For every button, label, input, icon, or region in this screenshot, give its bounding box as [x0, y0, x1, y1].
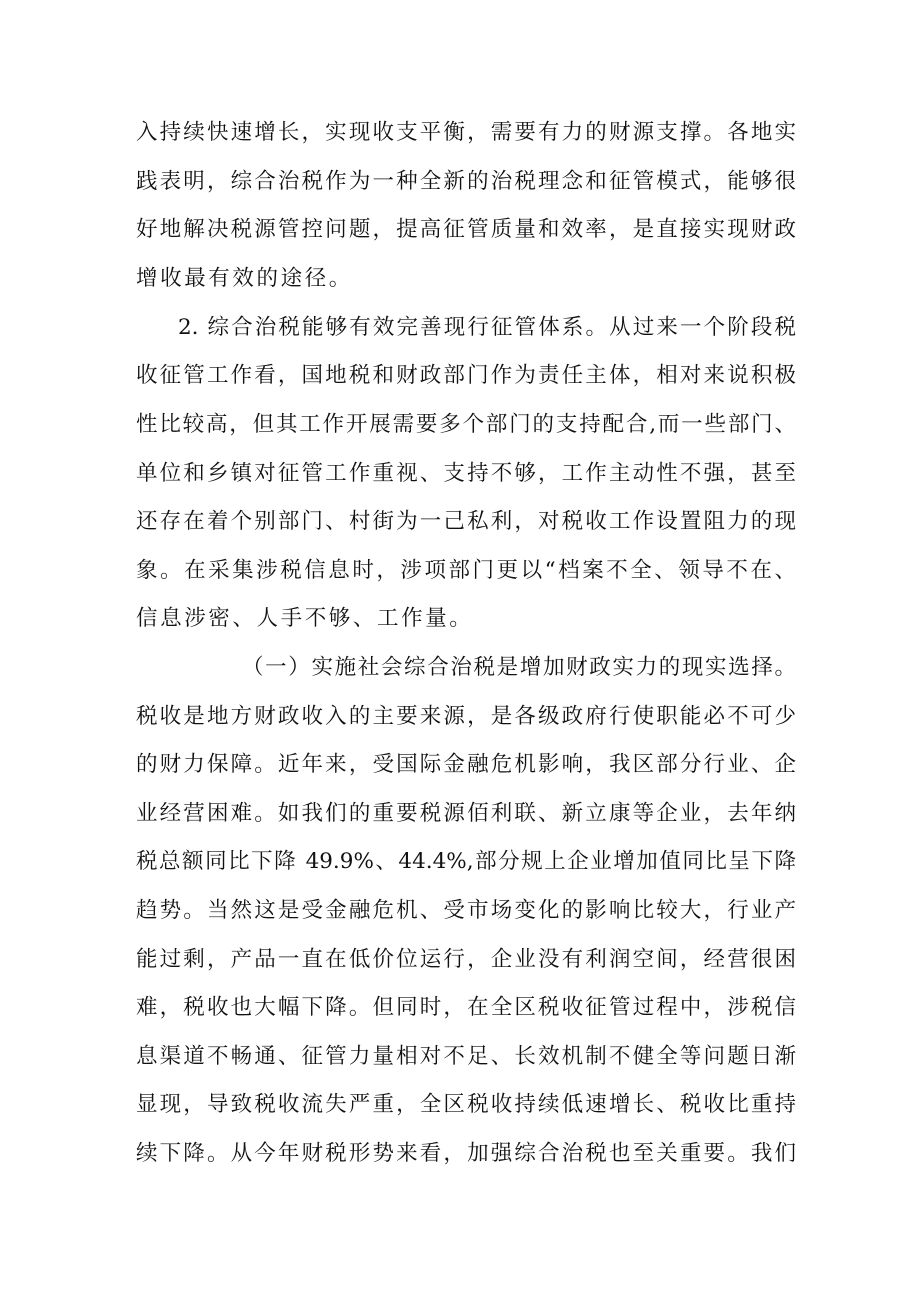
body-text-line: 好地解决税源管控问题，提高征管质量和效率，是直接实现财政	[136, 217, 796, 242]
body-text-line: 收征管工作看，国地税和财政部门作为责任主体，相对来说积极	[136, 363, 796, 388]
body-text-line: 税总额同比下降 49.9%、44.4%,部分规上企业增加值同比呈下降	[136, 849, 796, 874]
body-text-line: 息渠道不畅通、征管力量相对不足、长效机制不健全等问题日渐	[136, 1044, 796, 1069]
body-text-line: 象。在采集涉税信息时，涉项部门更以“档案不全、领导不在、	[136, 558, 796, 583]
body-text-line: 税收是地方财政收入的主要来源，是各级政府行使职能必不可少	[136, 704, 796, 729]
body-text-line: 显现，导致税收流失严重，全区税收持续低速增长、税收比重持	[136, 1092, 796, 1117]
section-heading-line: 2. 综合治税能够有效完善现行征管体系。从过来一个阶段税	[178, 315, 796, 340]
body-text-line: 性比较高，但其工作开展需要多个部门的支持配合,而一些部门、	[136, 412, 796, 437]
body-text-line: 续下降。从今年财税形势来看，加强综合治税也至关重要。我们	[136, 1141, 796, 1166]
body-text-line: 能过剩，产品一直在低价位运行，企业没有利润空间，经营很困	[136, 947, 796, 972]
body-text-line: 增收最有效的途径。	[136, 266, 353, 291]
body-text-line: 趋势。当然这是受金融危机、受市场变化的影响比较大，行业产	[136, 898, 796, 923]
body-text-line: 业经营困难。如我们的重要税源佰利联、新立康等企业，去年纳	[136, 801, 796, 826]
body-text-line: 信息涉密、人手不够、工作量。	[136, 606, 474, 631]
body-text-line: 难，税收也大幅下降。但同时，在全区税收征管过程中，涉税信	[136, 995, 796, 1020]
section-heading-line: （一）实施社会综合治税是增加财政实力的现实选择。	[242, 655, 796, 680]
body-text-line: 入持续快速增长，实现收支平衡，需要有力的财源支撑。各地实	[136, 120, 796, 145]
body-text-line: 的财力保障。近年来，受国际金融危机影响，我区部分行业、企	[136, 752, 796, 777]
body-text-line: 单位和乡镇对征管工作重视、支持不够，工作主动性不强，甚至	[136, 461, 796, 486]
body-text-line: 践表明，综合治税作为一种全新的治税理念和征管模式，能够很	[136, 169, 796, 194]
body-text-line: 还存在着个别部门、村街为一己私利，对税收工作设置阻力的现	[136, 509, 796, 534]
